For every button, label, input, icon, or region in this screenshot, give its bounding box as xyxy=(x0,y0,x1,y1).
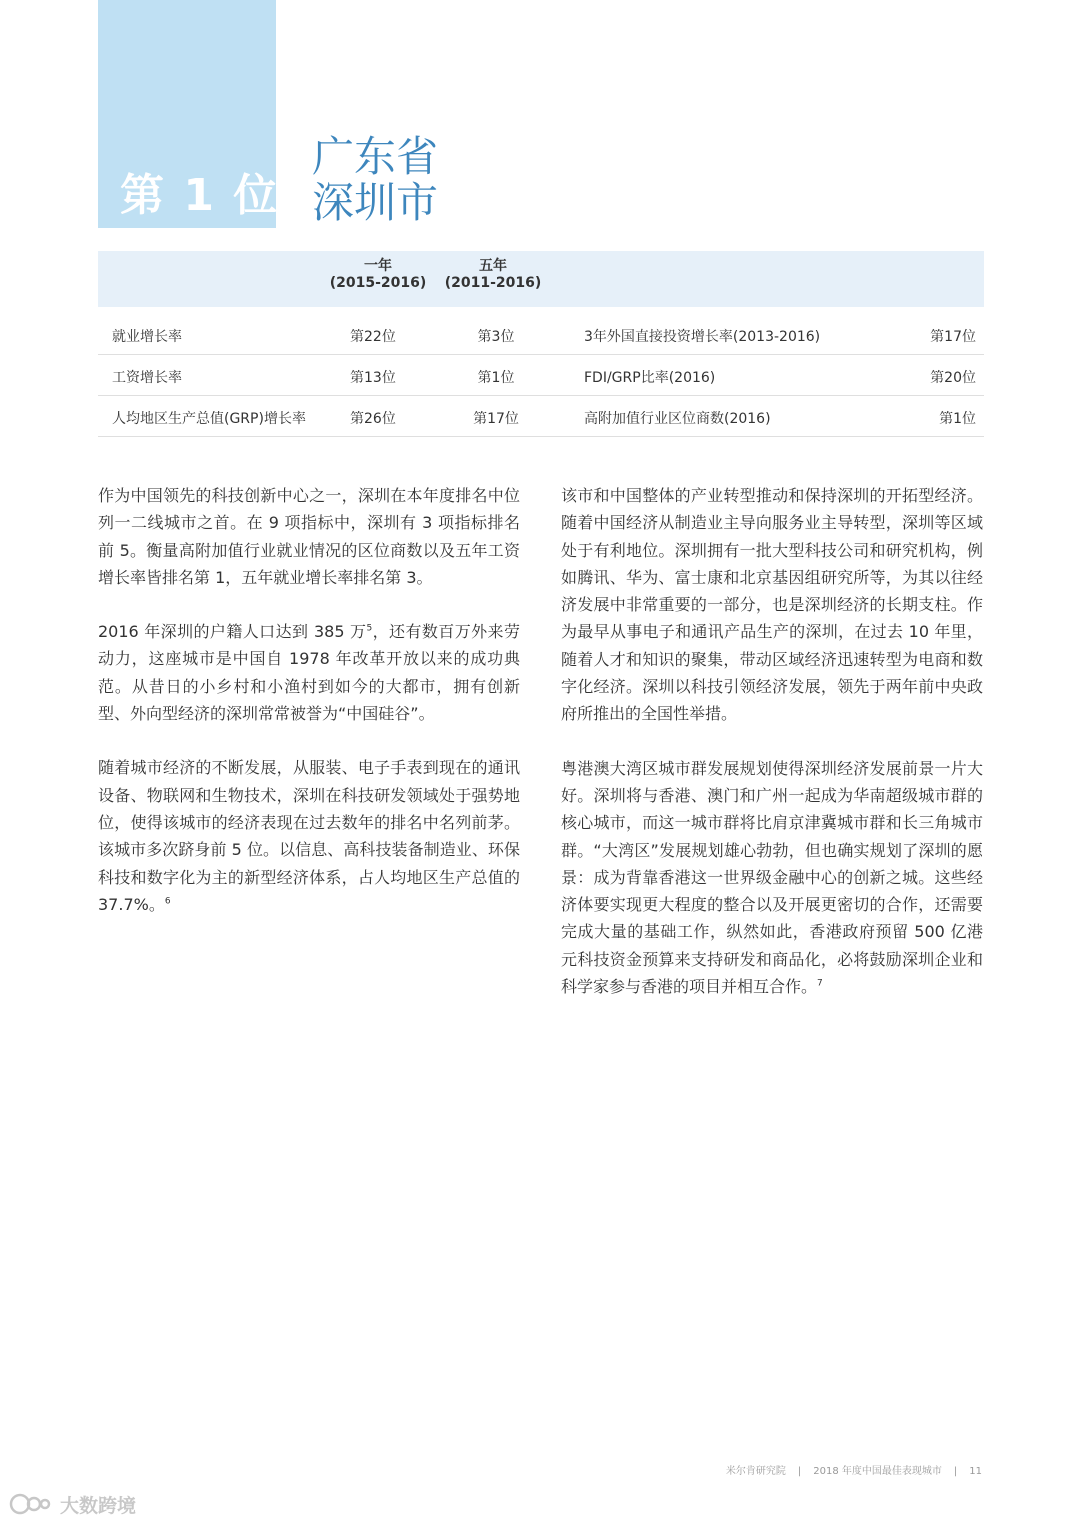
paragraph xyxy=(98,754,520,918)
body-column-right xyxy=(561,482,983,1027)
watermark-logo-icon xyxy=(8,1491,54,1517)
metric-label: 工资增长率 xyxy=(112,370,182,386)
column-header-period: (2011-2016) xyxy=(444,275,542,291)
body-column-left xyxy=(98,482,520,945)
column-header-five-year xyxy=(441,258,545,292)
paragraph-text: 2016 年深圳的户籍人口达到 385 万 xyxy=(98,622,367,642)
paragraph-text: 粤港澳大湾区城市群发展规划使得深圳经济发展前景一片大好。深圳将与香港、澳门和广州一起成为华南超级城市群的核心城市，而这一城市群将比肩京津冀城市群和长三角城市群。“大湾区”发展规划雄心勃勃，但也确实规划了深圳的愿景：成为背靠香港这一世界级金融中心的创新之城。这些经济体要实现更大程度的整合以及开展更密切的合作，还需要完成大量的基础工作，纵然如此，香港政府预留 500 亿港元科技资金预算来支持研发和商品化，必将鼓励深圳企业和科学家参与香港的项目并相互合作。 xyxy=(561,758,983,997)
province-name: 广东省 xyxy=(312,132,439,181)
city-title xyxy=(312,134,438,226)
table-row xyxy=(98,355,984,396)
metric-label: 高附加值行业区位商数(2016) xyxy=(584,411,771,427)
metric-rank: 第1位 xyxy=(939,411,976,427)
rank-five-year: 第1位 xyxy=(477,370,515,386)
footer-report: 2018 年度中国最佳表现城市 xyxy=(813,1466,942,1477)
paragraph-text: ，还有数百万外来劳动力，这座城市是中国自 1978 年改革开放以来的成功典范。从昔日的小乡村和小渔村到如今的大都市，拥有创新型、外向型经济的深圳常常被誉为“中国硅谷”。 xyxy=(98,622,520,724)
paragraph xyxy=(98,618,520,727)
paragraph-text: 该市和中国整体的产业转型推动和保持深圳的开拓型经济。随着中国经济从制造业主导向服务业主导转型，深圳等区域处于有利地位。深圳拥有一批大型科技公司和研究机构，例如腾讯、华为、富士康和北京基因组研究所等，为其以往经济发展中非常重要的一部分，也是深圳经济的长期支柱。作为最早从事电子和通讯产品生产的深圳，在过去 10 年里，随着人才和知识的聚集，带动区域经济迅速转型为电商和数字化经济。深圳以科技引领经济发展，领先于两年前中央政府所推出的全国性举措。 xyxy=(561,486,983,724)
page-number: 11 xyxy=(969,1466,982,1477)
page-footer xyxy=(726,1462,982,1477)
paragraph-text: 作为中国领先的科技创新中心之一，深圳在本年度排名中位列一二线城市之首。在 9 项指标中，深圳有 3 项指标排名前 5。衡量高附加值行业就业情况的区位商数以及五年工资增长率皆排名第 1，五年就业增长率排名第 3。 xyxy=(98,486,520,587)
rank-one-year: 第13位 xyxy=(350,370,396,386)
rank-five-year: 第17位 xyxy=(473,411,519,427)
metric-label: 人均地区生产总值(GRP)增长率 xyxy=(112,411,306,427)
footer-separator: | xyxy=(797,1466,802,1477)
footnote-marker: 5 xyxy=(366,623,373,634)
footer-org: 米尔肯研究院 xyxy=(725,1466,786,1477)
rank-five-year: 第3位 xyxy=(477,329,515,345)
metric-label: 3年外国直接投资增长率(2013-2016) xyxy=(584,329,821,345)
rank-one-year: 第26位 xyxy=(350,411,396,427)
table-row xyxy=(98,314,984,355)
footnote-marker: 6 xyxy=(164,896,171,907)
watermark-text: 大数跨境 xyxy=(60,1494,137,1517)
paragraph xyxy=(561,755,983,1001)
footnote-marker: 7 xyxy=(817,978,823,989)
city-name: 深圳市 xyxy=(312,178,439,227)
paragraph xyxy=(98,482,520,591)
metric-label: FDI/GRP比率(2016) xyxy=(584,370,716,386)
column-header-title: 五年 xyxy=(479,258,507,274)
watermark xyxy=(8,1489,136,1519)
metric-rank: 第20位 xyxy=(930,370,976,386)
paragraph xyxy=(561,482,983,728)
table-row xyxy=(98,396,984,437)
metric-label: 就业增长率 xyxy=(112,329,182,345)
rank-label: 第 1 位 xyxy=(120,170,280,221)
rank-one-year: 第22位 xyxy=(350,329,396,345)
column-header-one-year xyxy=(326,258,430,292)
footer-separator: | xyxy=(953,1466,958,1477)
metric-rank: 第17位 xyxy=(930,329,976,345)
paragraph-text: 随着城市经济的不断发展，从服装、电子手表到现在的通讯设备、物联网和生物技术，深圳在科技研发领域处于强势地位，使得该城市的经济表现在过去数年的排名中名列前茅。该城市多次跻身前 5 位。以信息、高科技装备制造业、环保科技和数字化为主的新型经济体系，占人均地区生产总值的 37.7%。 xyxy=(98,758,520,914)
column-header-title: 一年 xyxy=(364,258,392,274)
column-header-period: (2015-2016) xyxy=(329,275,427,291)
